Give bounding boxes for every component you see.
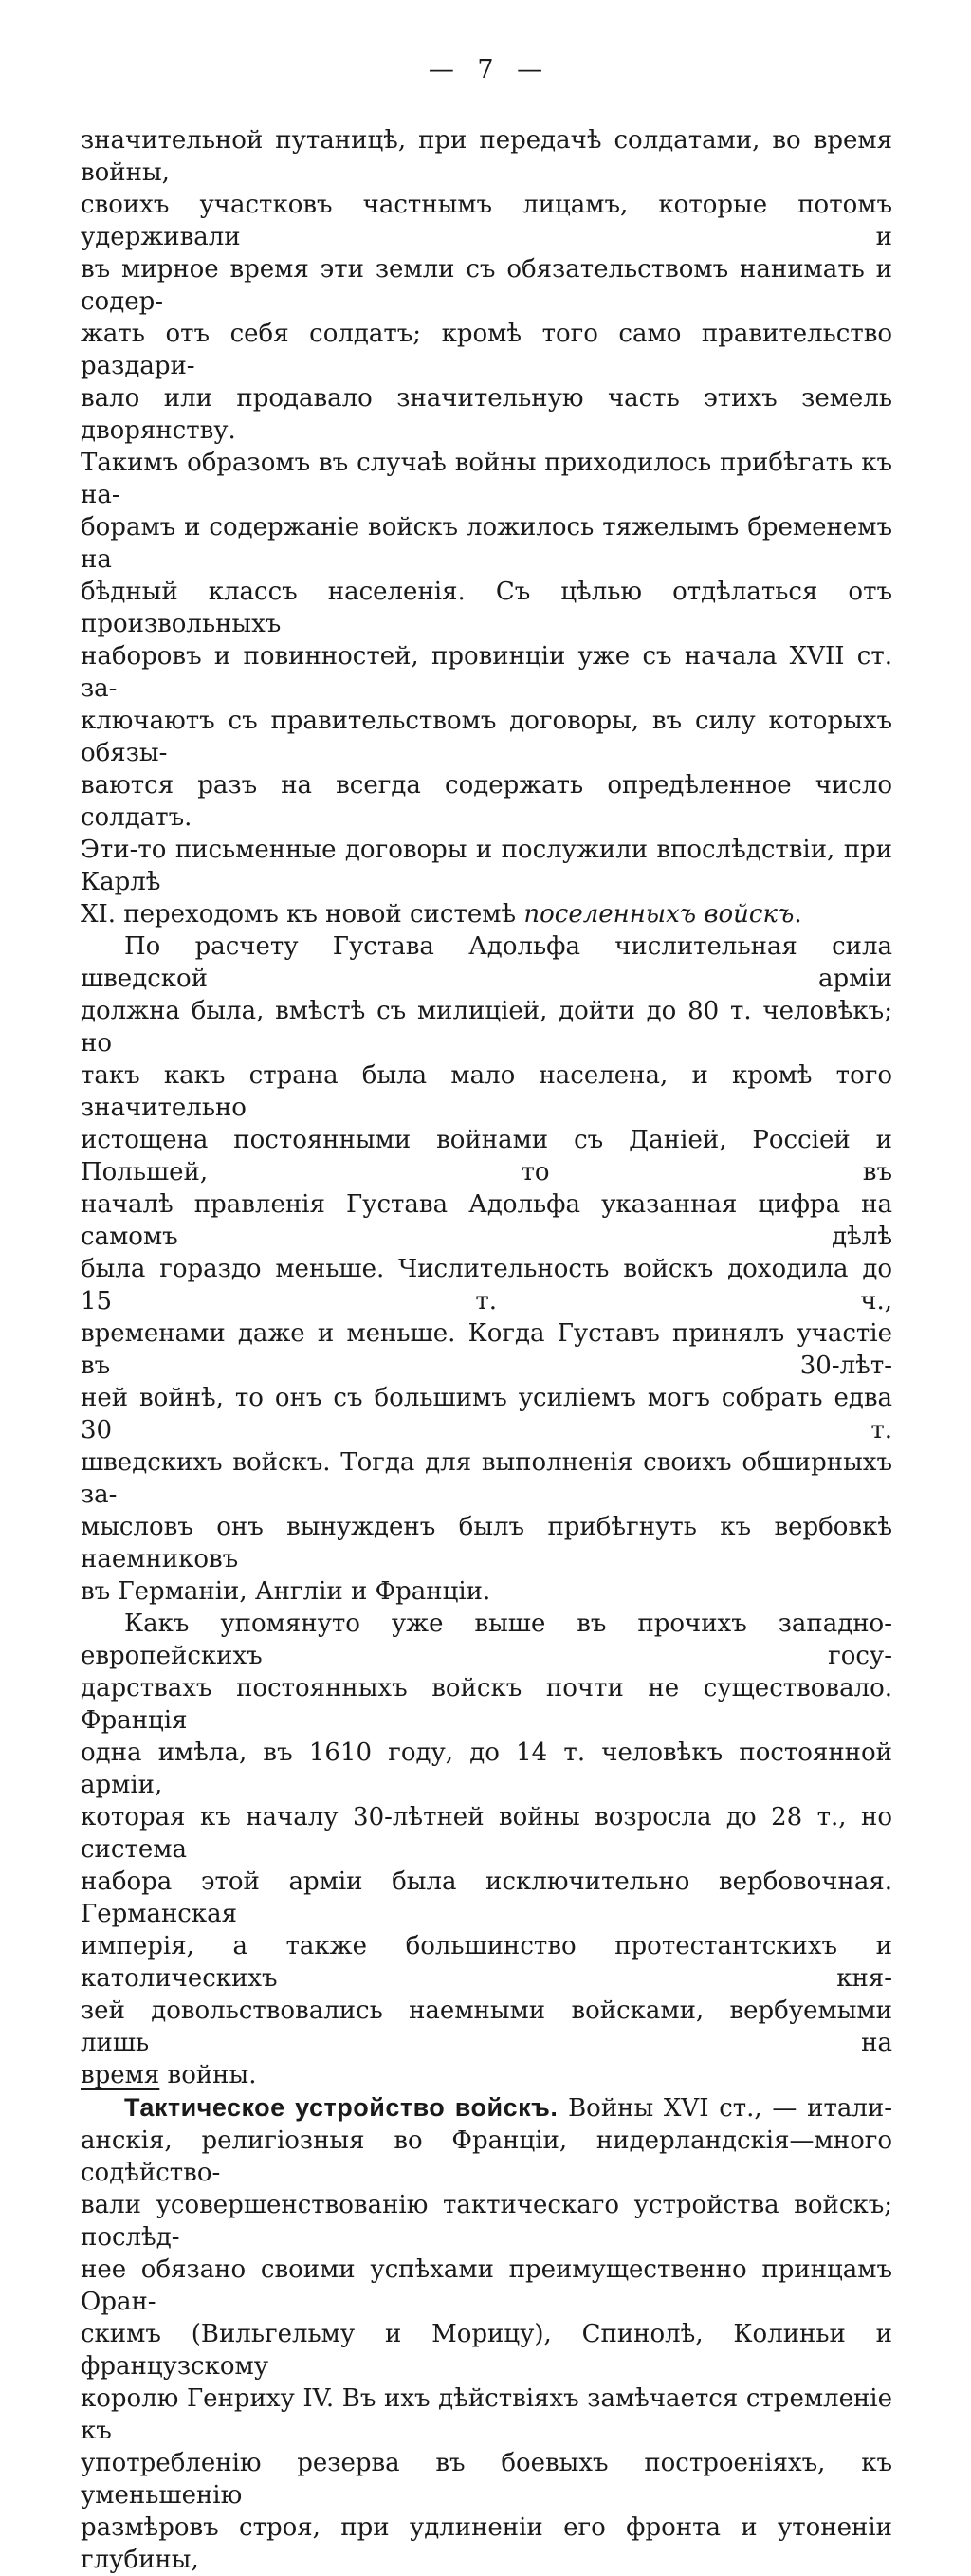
text-segment: . — [794, 900, 802, 929]
text-segment: своихъ участковъ частнымъ лицамъ, которые потомъ удерживали и — [81, 191, 892, 251]
text-line — [81, 1801, 892, 1866]
text-segment: скимъ (Вильгельму и Морицу), Спинолѣ, Колиньи и французскому — [81, 2320, 892, 2381]
text-line — [81, 2254, 892, 2318]
text-segment: имперія, а также большинство протестантскихъ и католическихъ кня- — [81, 1932, 892, 1993]
text-segment: нее обязано своими успѣхами преимущественно принцамъ Оран- — [81, 2255, 892, 2316]
text-line — [81, 189, 892, 253]
text-segment: вали усовершенствованію тактическаго устройства войскъ; послѣд- — [81, 2191, 892, 2252]
text-line — [81, 1930, 892, 1995]
text-line — [81, 447, 892, 511]
text-segment: ключаютъ съ правительствомъ договоры, въ силу которыхъ обязы- — [81, 707, 892, 767]
text-line — [81, 1995, 892, 2059]
text-line — [81, 2512, 892, 2576]
text-segment: мысловъ онъ вынужденъ былъ прибѣгнуть къ вербовкѣ наемниковъ — [81, 1513, 892, 1573]
text-line — [81, 2189, 892, 2254]
text-line — [81, 318, 892, 382]
text-line — [81, 2383, 892, 2447]
text-line — [81, 2447, 892, 2512]
text-line — [81, 1317, 892, 1382]
text-segment: одна имѣла, въ 1610 году, до 14 т. человѣкъ постоянной арміи, — [81, 1739, 892, 1799]
text-segment: шведскихъ войскъ. Тогда для выполненія своихъ обширныхъ за- — [81, 1448, 892, 1509]
paragraph — [81, 2091, 892, 2576]
text-line — [81, 1059, 892, 1124]
text-line — [81, 1253, 892, 1317]
text-line — [81, 834, 892, 898]
text-segment: Какъ упомянуто уже выше въ прочихъ западно-европейскихъ госу- — [81, 1610, 892, 1670]
text-segment: началѣ правленія Густава Адольфа указанная цифра на самомъ дѣлѣ — [81, 1190, 892, 1251]
text-line — [81, 2318, 892, 2383]
text-segment: Такимъ образомъ въ случаѣ войны приходилось прибѣгать къ на- — [81, 449, 892, 509]
page-number: — 7 — — [428, 55, 543, 84]
text-segment: временами даже и меньше. Когда Густавъ принялъ участіе въ 30-лѣт- — [81, 1319, 892, 1380]
text-segment: Эти-то письменные договоры и послужили впослѣдствіи, при Карлѣ — [81, 836, 892, 896]
text-segment: бѣдный классъ населенія. Съ цѣлью отдѣлаться отъ произвольныхъ — [81, 578, 892, 638]
text-line — [81, 1575, 892, 1608]
text-line — [81, 898, 892, 930]
text-segment: Войны XVI ст., — итали- — [558, 2094, 892, 2123]
text-segment: XI. переходомъ къ новой системѣ — [81, 900, 524, 929]
italic-term: поселенныхъ войскъ — [523, 900, 795, 929]
text-segment: въ Германіи, Англіи и Франціи. — [81, 1577, 491, 1606]
text-segment: борамъ и содержаніе войскъ ложилось тяжелымъ бременемъ на — [81, 513, 892, 574]
text-segment: была гораздо меньше. Числительность войскъ доходила до 15 т. ч., — [81, 1255, 892, 1316]
text-segment: значительной путаницѣ, при передачѣ солдатами, во время войны, — [81, 126, 892, 187]
paragraph — [81, 124, 892, 930]
text-segment: зей довольствовались наемными войсками, вербуемыми лишь на — [81, 1996, 892, 2057]
text-line — [81, 2091, 892, 2125]
text-segment: дарствахъ постоянныхъ войскъ почти не существовало. Франція — [81, 1674, 892, 1735]
paragraph — [81, 930, 892, 1608]
text-line — [81, 1382, 892, 1446]
section-heading: Тактическое устройство войскъ. — [124, 2093, 559, 2122]
text-segment: вало или продавало значительную часть этихъ земель дворянству. — [81, 384, 892, 445]
text-line — [81, 1188, 892, 1253]
text-segment: такъ какъ страна была мало населена, и кромѣ того значительно — [81, 1061, 892, 1122]
text-segment: должна была, вмѣстѣ съ милиціей, дойти до 80 т. человѣкъ; но — [81, 997, 892, 1058]
page-text — [81, 124, 892, 2576]
text-segment: ней войнѣ, то онъ съ большимъ усиліемъ могъ собрать едва 30 т. — [81, 1384, 892, 1444]
text-line — [81, 576, 892, 640]
text-segment: войны. — [159, 2061, 257, 2089]
text-segment: наборовъ и повинностей, провинціи уже съ начала XVII ст. за- — [81, 642, 892, 703]
text-segment: истощена постоянными войнами съ Даніей, Россіей и Польшей, то въ — [81, 1126, 892, 1187]
text-line — [81, 1608, 892, 1672]
text-segment: употребленію резерва въ боевыхъ построеніяхъ, къ уменьшенію — [81, 2449, 892, 2510]
text-line — [81, 1511, 892, 1575]
underlined-word: время — [81, 2061, 160, 2089]
text-line — [81, 640, 892, 705]
paragraph — [81, 1608, 892, 2091]
text-line — [81, 382, 892, 447]
text-segment: жать отъ себя солдатъ; кромѣ того само правительство раздари- — [81, 320, 892, 380]
text-segment: размѣровъ строя, при удлиненіи его фронта и утоненіи глубины, — [81, 2513, 892, 2574]
text-line — [81, 930, 892, 995]
text-line — [81, 1866, 892, 1930]
text-line — [81, 1737, 892, 1801]
text-segment: ваются разъ на всегда содержать опредѣленное число солдатъ. — [81, 771, 892, 832]
text-segment: королю Генриху IV. Въ ихъ дѣйствіяхъ замѣчается стремленіе къ — [81, 2384, 892, 2445]
text-line — [81, 2125, 892, 2189]
text-line — [81, 1446, 892, 1511]
text-segment: По расчету Густава Адольфа числительная сила шведской арміи — [81, 932, 892, 993]
text-line — [81, 2059, 892, 2091]
text-line — [81, 705, 892, 769]
text-segment: въ мирное время эти земли съ обязательствомъ нанимать и содер- — [81, 255, 892, 316]
text-line — [81, 1672, 892, 1737]
text-line — [81, 124, 892, 189]
text-segment: которая къ началу 30-лѣтней войны возросла до 28 т., но система — [81, 1803, 892, 1864]
text-segment: анскія, религіозныя во Франціи, нидерландскія—много содѣйство- — [81, 2126, 892, 2187]
text-line — [81, 511, 892, 576]
text-line — [81, 1124, 892, 1188]
text-line — [81, 995, 892, 1059]
text-line — [81, 253, 892, 318]
text-segment: набора этой арміи была исключительно вербовочная. Германская — [81, 1868, 892, 1928]
text-line — [81, 769, 892, 834]
